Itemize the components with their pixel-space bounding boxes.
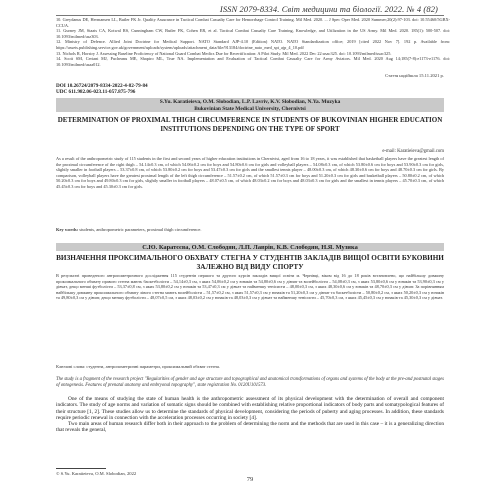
footnote-rule	[56, 468, 106, 469]
english-authors: S.Yu. Karatieieva, O.M. Slobodian, L.P. Lavriv, K.V. Slobodian, N.Ya. Muzyka	[159, 99, 341, 105]
references-list	[56, 17, 450, 67]
contact-email: e-mail: Karatieieva@gmail.com	[382, 149, 444, 154]
identifiers	[56, 83, 148, 95]
reference-item: 10. Greydanus DE, Hermansen LL, Butler FK Jr. Quality Assurance in Tactical Combat Casualty Care for Hemorrhage Control Training. Mil Med. 2020. ... J Spec Oper Med. 2020 Summer;20(2):97-103. doi: 10.55460/5GBX-CCUA.	[56, 17, 450, 28]
ukrainian-abstract: В результаті проведеного антропометричного дослідження 115 студентів першого та другого курсів закладів вищої освіти м. Чернівці, віком від 16 до 18 років встановлено, що найбільшу довжину проксимального обхвату правого стегна мають баскетболісти – 54,14±0,3 см, з яких 54,06±0,2 см у юнаків та 54,80±0,6 см у дівчат та волейболісти – 54,08±0,3 см, з яких 53,80±0,6 см у юнаків та 53,90±0,3 см у дівчат, дещо менші футболісти – 53,37±0,8 см, з яких 53,80±0,2 см у юнаків та 53,47±0,3 см у дівчат та найменшу тенісисти – 48,00±0,3 см, з яких 48,30±0,6 см у юнаків та 48,70±0,3 см у дівчат. За порівнянням найбільшу довжину проксимального обхвату лівого стегна мають волейболісти – 51,57±0,2 см, з яких 51,57±0,3 см у юнаків та 51,20±0,3 см у дівчат та баскетболісти – 50,80±0,2 см, з яких 50,20±0,3 см у юнаків та 49,80±0,3 см у дівчат, дещо меншу футболісти – 48,07±0,5 см, з яких 48,03±0,2 см у юнаків та 48,03±0,3 см у дівчат та найменшу тенісисти – 45,70±0,3 см, з яких 45,45±0,3 см у юнаків та 45,30±0,3 см у дівчат.	[56, 273, 444, 300]
header-rule	[56, 15, 444, 16]
reference-item: 12. Ministry of Defence. Allied Joint Doctrine for Medical Support. NATO Standard AJP-4.10 (Edition) NATO. NATO Standardization office; 2019 [cited 2022 Nov 7]. 192 p. Available from: https://assets.publishing.service.gov.uk/government/uploads/system/uploads/attachment_data/file/913184/doctrine_nato_med_spt_ajp_4_10.pdf	[56, 39, 450, 50]
reference-item: 13. Nichols R, Horstry J. Assessing Baseline Proficiency of National Guard Combat Medics Due for Recertification: A Pilot Study. Mil Med. 2022 Dec 22:usac325. doi: 10.1093/milmed/usac325.	[56, 50, 392, 56]
english-keywords	[56, 227, 444, 232]
ukrainian-authors: С.Ю. Каратєєва, О.М. Слободян, Л.П. Лаврів, К.В. Слободян, Н.Я. Музика	[142, 243, 358, 251]
affiliation: Bukovinian State Medical University, Chernivtsi	[194, 105, 306, 112]
keywords-label: Key words:	[56, 227, 79, 232]
english-authors-band	[56, 98, 444, 112]
english-abstract: As a result of the anthropometric study of 115 students in the first and second years of higher education institutions in Chernivtsi, aged from 16 to 18 years, it was established that basketball players have the greatest length of the proximal circumference of the right thigh – 54.14±0.3 cm, of which 54.06±0.2 cm for boys and 54.80±0.6 cm for girls and volleyball players – 54.08±0.3 cm, of which 53.80±0.6 cm for boys and 53.90±0.3 cm for girls, slightly smaller in football players – 53.37±0.8 cm, of which 53.80±0.2 cm for boys and 53.47±0.3 cm for girls and the smallest tennis player – 48.00±0.3 cm, of which 48.30±0.6 cm for boys and 48.70±0.3 cm for girls. By comparison, volleyball players have the greatest proximal length of the left thigh circumference – 51.57±0.2 cm, of which 51.57±0.3 cm for boys and 51.20±0.3 cm for girls and basketball players – 50.80±0.2 cm, of which 50.20±0.3 cm for boys and 49.80±0.3 cm for girls, slightly smaller in football players – 48.07±0.5 cm, of which 48.03±0.2 cm for boys and 48.03±0.3 cm for girls and the smallest in tennis players – 45.70±0.3 cm, of which 45.45±0.3 cm for boys and 45.30±0.3 cm for girls.	[56, 156, 444, 189]
ukrainian-title: ВИЗНАЧЕННЯ ПРОКСИМАЛЬНОГО ОБХВАТУ СТЕГНА У СТУДЕНТІВ ЗАКЛАДІВ ВИЩОЇ ОСВІТИ БУКОВИНИ ЗАЛЕЖНО ВІД ВИДУ СПОРТУ	[56, 254, 444, 271]
study-note: The study is a fragment of the research project "Regularities of gender and age structure and topographical and anatomical transformations of organs and systems of the body at the pre-and postnatal stages of ontogenesis. Features of prenatal anatomy and embryonal topography", state registration No. 0120U101573.	[56, 377, 444, 388]
body-paragraph: Two main areas of human research differ both in their approach to the problem of determining the norm and the methods that are used in this case – it is a generalizing direction that reveals the general,	[56, 421, 444, 434]
journal-header: ISSN 2079-8334. Світ медицини та біології. 2022. № 4 (82)	[219, 4, 438, 14]
reference-item: 14. Scott SM, Ceriani MJ, Pucheanu ME, Shapiro ML, True NA. Implementation and Evaluation of Tactical Combat Casualty Care for Army Aviators. Mil Med. 2020 Aug 14;185(7-8):e1173-e1176. doi: 10.1093/milmed/usaa012.	[56, 56, 450, 67]
body-paragraph: One of the means of studying the state of human health is the anthropometric assessment of its physical development with the determination of overall and component indicators. The study of age norms and variation of somatic signs should be combined with establishing relative proportional indicators of body parts and somatypological features of their structure [1, 2]. These studies allow us to determine the standards of physical development, considering the periods of puberty and aging processes. In addition, these standards require periodic renewal in connection with the acceleration processes occurring in society [4].	[56, 396, 444, 421]
page-number: 79	[246, 476, 254, 483]
doi-line: DOI 10.26724/2079-8334-2022-4-82-79-84	[56, 83, 148, 89]
reference-item: 11. Gurney JM, Staats CA, Kotwal RS, Cunningham CW, Butler FK, Cohen ER, et al. Tactical Combat Casualty Care Training, Knowledge, and Utilization in the US Army. Mil Med. 2020. 185(1): 500-507. doi: 10.1093/milmed/usz303.	[56, 28, 450, 39]
ukrainian-keywords: Ключові слова: студенти, антропометричні параметри, проксимальний обхват стегна.	[56, 364, 220, 369]
copyright: © S.Yu. Karatieieva, O.M. Slobodian, 2022	[56, 471, 137, 476]
received-date: Стаття надійшла 15.11.2021 р.	[385, 73, 444, 78]
english-title: DETERMINATION OF PROXIMAL THIGH CIRCUMFERENCE IN STUDENTS OF BUKOVINIAN HIGHER EDUCATION INSTITUTIONS DEPENDING ON THE TYPE OF SPORT	[57, 116, 443, 133]
udc-line: UDC 611.982.06-023.11-057.875-796	[56, 89, 136, 96]
ukrainian-authors-band	[56, 243, 444, 251]
keywords-text: students, anthropometric parameters, proximal thigh circumference.	[78, 227, 202, 232]
article-body	[56, 396, 444, 434]
